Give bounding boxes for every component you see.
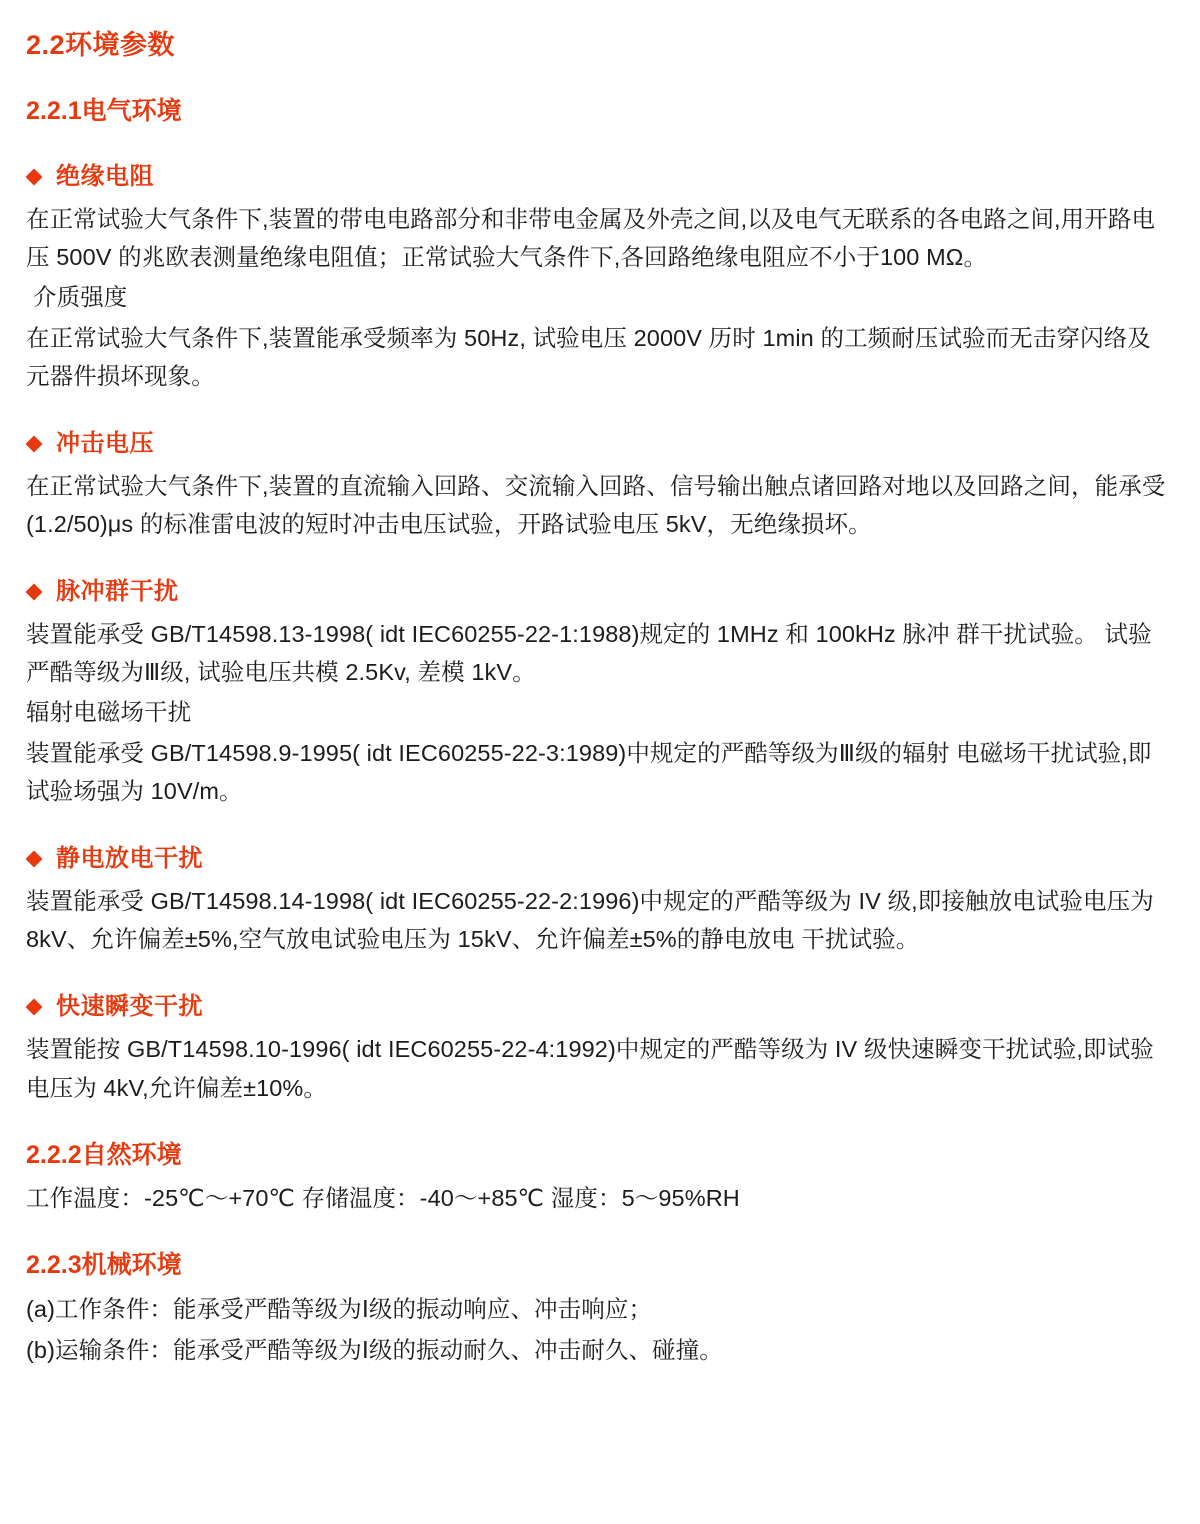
diamond-bullet-icon: [26, 997, 44, 1017]
bullet-title: 快速瞬变干扰: [56, 993, 203, 1021]
paragraph: 在正常试验大气条件下,装置的带电电路部分和非带电金属及外壳之间,以及电气无联系的各电路之间,用开路电压 500V 的兆欧表测量绝缘电阻值；正常试验大气条件下,各回路绝缘电阻应不小于100 MΩ。: [26, 205, 1156, 270]
paragraph: (b)运输条件：能承受严酷等级为Ⅰ级的振动耐久、冲击耐久、碰撞。: [26, 1336, 723, 1363]
section-heading-electrical: 2.2.1电气环境: [26, 97, 182, 126]
paragraph-group-insulation-resistance: [26, 200, 1174, 395]
bullet-heading-impulse-voltage: [26, 429, 1174, 459]
paragraph: 装置能承受 GB/T14598.14-1998( idt IEC60255-22-2:1996)中规定的严酷等级为 IV 级,即接触放电试验电压为 8kV、允许偏差±5%,空气放电试验电压为 15kV、允许偏差±5%的静电放电 干扰试验。: [26, 888, 1154, 953]
paragraph-group-fast-transient: [26, 1030, 1174, 1106]
page-title: 2.2环境参数: [26, 30, 176, 60]
bullet-heading-fast-transient: [26, 992, 1174, 1022]
paragraph: (a)工作条件：能承受严酷等级为Ⅰ级的振动响应、冲击响应；: [26, 1295, 653, 1322]
section-heading-mechanical: 2.2.3机械环境: [26, 1251, 182, 1280]
diamond-bullet-icon: [26, 849, 44, 869]
paragraph-group-impulse-voltage: [26, 467, 1174, 543]
paragraph: 装置能承受 GB/T14598.13-1998( idt IEC60255-22-1:1988)规定的 1MHz 和 100kHz 脉冲 群干扰试验。 试验严酷等级为Ⅲ级, 试验电压共模 2.5Kv, 差模 1kV。: [26, 621, 1152, 686]
diamond-bullet-icon: [26, 167, 44, 187]
paragraph: 在正常试验大气条件下,装置的直流输入回路、交流输入回路、信号输出触点诸回路对地以及回路之间，能承受(1.2/50)μs 的标准雷电波的短时冲击电压试验，开路试验电压 5kV，无绝缘损坏。: [26, 472, 1166, 537]
paragraph-subtitle-radiated-em-field: 辐射电磁场干扰: [26, 699, 192, 726]
bullet-heading-electrostatic-discharge: [26, 844, 1174, 874]
bullet-title: 脉冲群干扰: [56, 578, 179, 606]
bullet-title: 冲击电压: [56, 429, 154, 457]
paragraph: 在正常试验大气条件下,装置能承受频率为 50Hz, 试验电压 2000V 历时 1min 的工频耐压试验而无击穿闪络及元器件损坏现象。: [26, 324, 1151, 389]
paragraph: 工作温度：-25℃～+70℃ 存储温度：-40～+85℃ 湿度：5～95%RH: [26, 1185, 740, 1212]
paragraph-group-electrostatic-discharge: [26, 882, 1174, 958]
paragraph-subtitle-dielectric-strength: 介质强度: [33, 283, 128, 310]
bullet-title: 静电放电干扰: [56, 845, 203, 873]
bullet-heading-burst-interference: [26, 577, 1174, 607]
diamond-bullet-icon: [26, 582, 44, 602]
paragraph-group-natural: [26, 1179, 1174, 1217]
paragraph: 装置能承受 GB/T14598.9-1995( idt IEC60255-22-3:1989)中规定的严酷等级为Ⅲ级的辐射 电磁场干扰试验,即试验场强为 10V/m。: [26, 740, 1152, 805]
paragraph-group-burst-interference: [26, 615, 1174, 810]
paragraph-group-mechanical: [26, 1290, 1174, 1369]
bullet-title: 绝缘电阻: [56, 162, 154, 190]
bullet-heading-insulation-resistance: [26, 162, 1174, 192]
paragraph: 装置能按 GB/T14598.10-1996( idt IEC60255-22-4:1992)中规定的严酷等级为 IV 级快速瞬变干扰试验,即试验电压为 4kV,允许偏差±10%。: [26, 1036, 1154, 1101]
diamond-bullet-icon: [26, 434, 44, 454]
section-heading-natural: 2.2.2自然环境: [26, 1140, 182, 1169]
